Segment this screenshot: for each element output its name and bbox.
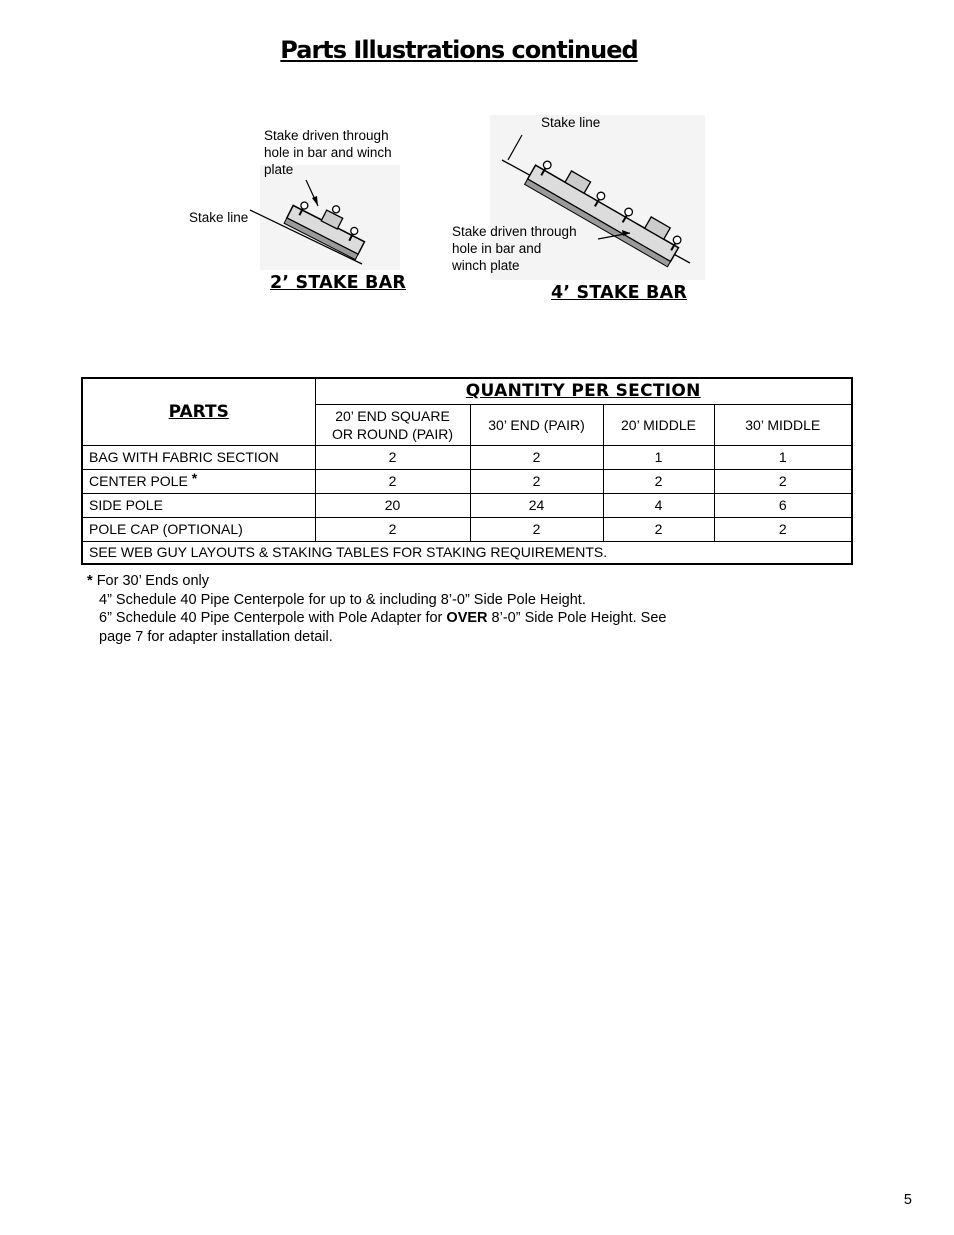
table-cell: 2 xyxy=(470,517,603,541)
column-header: 20’ MIDDLE xyxy=(603,404,714,445)
column-header: 20’ END SQUARE OR ROUND (PAIR) xyxy=(315,404,470,445)
callout-stake-line-4ft: Stake line xyxy=(541,115,601,130)
row-label: SIDE POLE xyxy=(82,493,315,517)
column-header: 30’ MIDDLE xyxy=(714,404,852,445)
column-header: 30’ END (PAIR) xyxy=(470,404,603,445)
asterisk-marker: * xyxy=(191,470,198,486)
table-cell: 2 xyxy=(714,469,852,493)
table-cell: 6 xyxy=(714,493,852,517)
table-cell: 4 xyxy=(603,493,714,517)
row-label: POLE CAP (OPTIONAL) xyxy=(82,517,315,541)
caption-4ft-stake-bar: 4’ STAKE BAR xyxy=(551,283,688,303)
quantity-header: QUANTITY PER SECTION xyxy=(315,378,852,404)
caption-2ft-stake-bar: 2’ STAKE BAR xyxy=(270,273,407,293)
table-cell: 2 xyxy=(315,469,470,493)
table-cell: 24 xyxy=(470,493,603,517)
table-cell: 1 xyxy=(603,445,714,469)
table-cell: 2 xyxy=(470,469,603,493)
table-cell: 2 xyxy=(714,517,852,541)
parts-quantity-table xyxy=(81,377,853,565)
table-cell: 2 xyxy=(603,469,714,493)
table-cell: 2 xyxy=(603,517,714,541)
table-cell: 2 xyxy=(470,445,603,469)
table-row xyxy=(82,517,852,541)
page-title: Parts Illustrations continued xyxy=(280,36,638,64)
row-label: BAG WITH FABRIC SECTION xyxy=(82,445,315,469)
table-footer-note: SEE WEB GUY LAYOUTS & STAKING TABLES FOR STAKING REQUIREMENTS. xyxy=(82,541,852,564)
callout-stake-driven-4ft: Stake driven through hole in bar and winch plate xyxy=(452,224,577,273)
page-number: 5 xyxy=(903,1192,912,1208)
callout-stake-driven-2ft: Stake driven through hole in bar and winch plate xyxy=(264,128,392,177)
table-row xyxy=(82,493,852,517)
table-cell: 1 xyxy=(714,445,852,469)
table-cell: 2 xyxy=(315,445,470,469)
asterisk-marker: * xyxy=(87,573,93,589)
table-cell: 20 xyxy=(315,493,470,517)
table-row xyxy=(82,469,852,493)
table-row xyxy=(82,445,852,469)
row-label: CENTER POLE * xyxy=(82,469,315,493)
parts-header: PARTS xyxy=(82,378,315,445)
table-cell: 2 xyxy=(315,517,470,541)
callout-stake-line-2ft: Stake line xyxy=(189,210,249,225)
footnotes: * For 30’ Ends only 4” Schedule 40 Pipe Centerpole for up to & including 8’-0” Side Pole Height. 6” Schedule 40 Pipe Centerpole with Pole Adapter for OVER 8’-0” Side Pole Height. See page 7 for adapter installation detail. xyxy=(87,573,667,646)
